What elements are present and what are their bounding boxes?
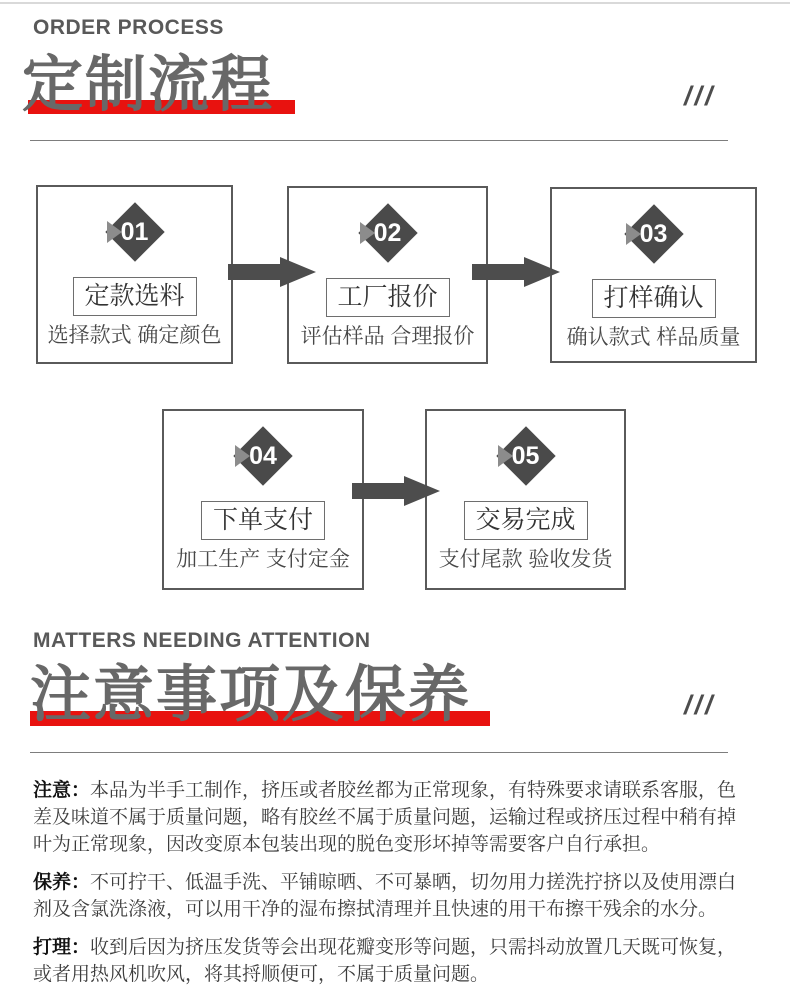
flow-step-box-2 (287, 186, 488, 364)
note-text: 本品为半手工制作，挤压或者胶丝都为正常现象，有特殊要求请联系客服，色 (90, 780, 737, 801)
note-text: 不可拧干、低温手洗、平铺晾晒、不可暴晒，切勿用力搓洗拧挤以及使用漂白 (90, 872, 737, 893)
arrow-shaft (228, 264, 282, 280)
step-description: 确认款式 样品质量 (566, 326, 741, 349)
step-description: 选择款式 确定颜色 (47, 324, 222, 347)
note-text: 收到后因为挤压发货等会出现花瓣变形等问题，只需抖动放置几天既可恢复， (90, 937, 737, 958)
step-description: 支付尾款 验收发货 (438, 548, 613, 571)
flow-arrow-right-icon (472, 257, 560, 287)
step-number: 04 (249, 441, 277, 470)
top-divider (0, 2, 790, 4)
arrow-shaft (352, 483, 406, 499)
note-label: 打理： (33, 937, 91, 958)
care-notes (33, 777, 763, 999)
step-label: 定款选料 (72, 277, 196, 316)
step-number: 01 (120, 217, 149, 246)
note-paragraph-care (33, 869, 763, 923)
note-paragraph-notice (33, 777, 763, 858)
arrow-head (404, 476, 440, 506)
attention-title: 注意事项及保养 (30, 660, 472, 728)
attention-eyebrow: MATTERS NEEDING ATTENTION (33, 629, 371, 652)
step-number: 05 (511, 441, 540, 470)
step-description: 加工生产 支付定金 (176, 548, 350, 571)
triple-slash-decoration: /// (684, 690, 716, 720)
note-line: 或者用热风机吹风，将其捋顺便可，不属于质量问题。 (33, 964, 490, 985)
note-line: 剂及含氯洗涤液，可以用干净的湿布擦拭清理并且快速的用干布擦干残余的水分。 (33, 899, 718, 920)
step-description: 评估样品 合理报价 (300, 325, 475, 348)
flow-arrow-right-icon (228, 257, 316, 287)
step-number-badge (496, 426, 556, 486)
step-number-badge (358, 203, 418, 263)
step-label: 下单支付 (201, 501, 325, 540)
step-label: 交易完成 (463, 501, 587, 540)
note-line (33, 777, 763, 804)
note-line (33, 869, 763, 896)
step-number: 02 (373, 218, 402, 247)
step-label: 工厂报价 (325, 278, 449, 317)
flow-step-box-4 (162, 409, 364, 590)
note-line: 差及味道不属于质量问题，略有胶丝不属于质量问题，运输过程或挤压过程中稍有掉 (33, 807, 737, 828)
arrow-head (524, 257, 560, 287)
note-label: 注意： (33, 780, 91, 801)
step-number: 03 (639, 219, 668, 248)
order-process-eyebrow: ORDER PROCESS (33, 16, 224, 39)
triple-slash-decoration: /// (684, 81, 716, 111)
step-number-badge (233, 426, 293, 486)
step-number-badge (624, 204, 684, 264)
section-divider (30, 752, 728, 753)
flow-step-box-1 (36, 185, 233, 364)
note-line: 叶为正常现象，因改变原本包装出现的脱色变形坏掉等需要客户自行承担。 (33, 834, 661, 855)
arrow-shaft (472, 264, 526, 280)
flow-step-box-3 (550, 187, 757, 363)
arrow-head (280, 257, 316, 287)
section-divider (30, 140, 728, 141)
step-label: 打样确认 (591, 279, 715, 318)
note-label: 保养： (33, 872, 91, 893)
note-paragraph-handling (33, 934, 763, 988)
order-process-title: 定制流程 (22, 50, 275, 118)
step-number-badge (105, 202, 165, 262)
note-line (33, 934, 763, 961)
flow-step-box-5 (425, 409, 626, 590)
flow-arrow-right-icon (352, 476, 440, 506)
